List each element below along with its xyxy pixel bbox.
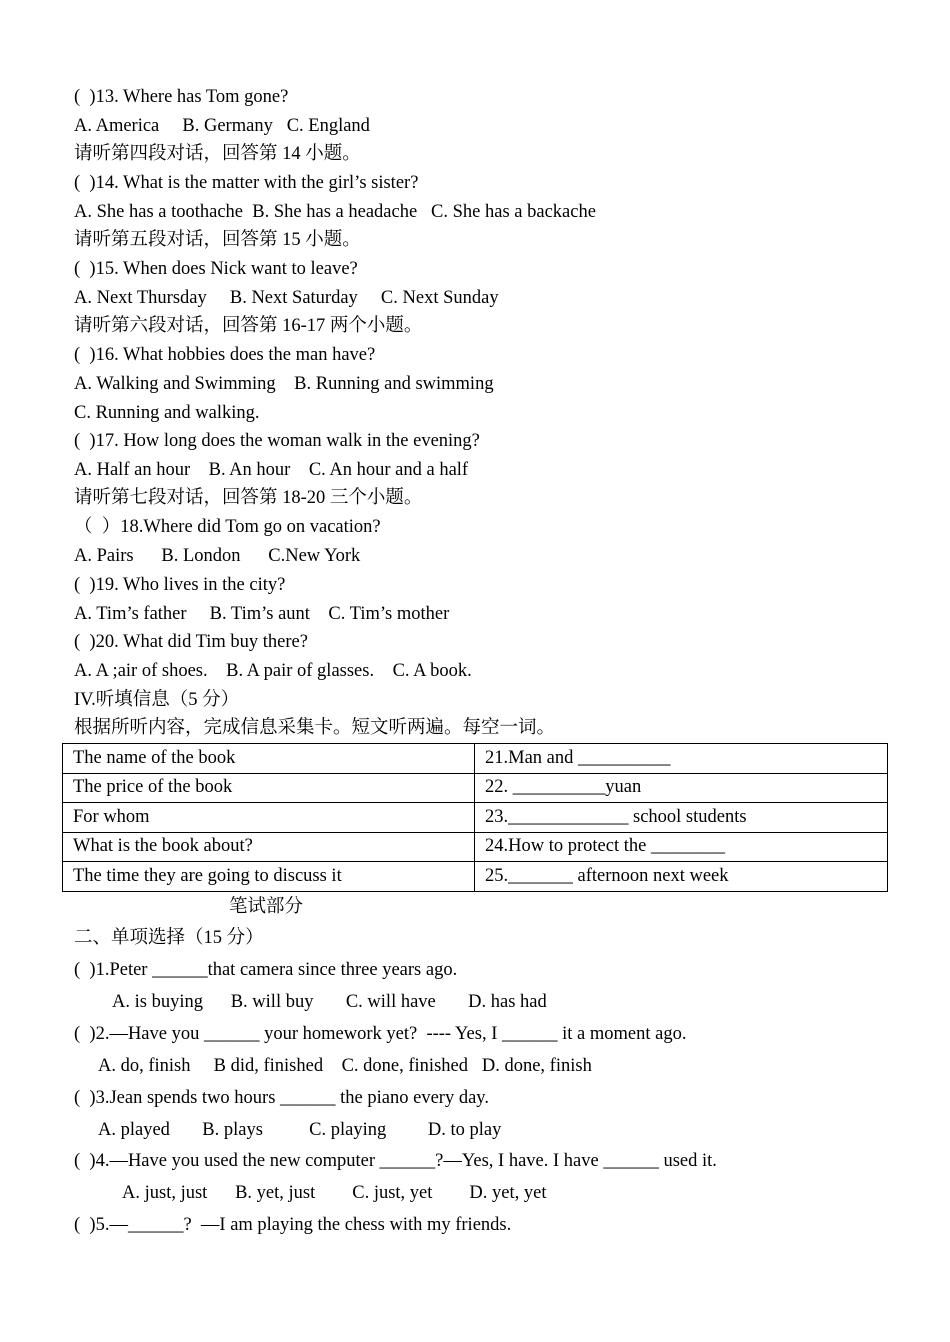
table-row [63,773,888,803]
table-row [63,832,888,862]
section-iv-instruction: 根据所听内容，完成信息采集卡。短文听两遍。每空一词。 [74,718,556,738]
instruction-18-20: 请听第七段对话，回答第 18-20 三个小题。 [74,488,423,508]
table-cell-label: For whom [63,803,475,833]
question-3: ( )3.Jean spends two hours ______ the piano every day. [74,1088,489,1108]
instruction-16-17: 请听第六段对话，回答第 16-17 两个小题。 [74,316,423,336]
question-2: ( )2.—Have you ______ your homework yet? ---- Yes, I ______ it a moment ago. [74,1024,687,1044]
instruction-14: 请听第四段对话，回答第 14 小题。 [74,144,361,164]
question-15: ( )15. When does Nick want to leave? [74,259,358,279]
table-cell-label: The name of the book [63,744,475,774]
question-5: ( )5.—______? —I am playing the chess with my friends. [74,1215,512,1235]
table-cell-blank: 21.Man and __________ [475,744,888,774]
question-16-option-c: C. Running and walking. [74,403,260,423]
question-20: ( )20. What did Tim buy there? [74,632,308,652]
table-row [63,744,888,774]
written-heading: 笔试部分 [229,897,304,917]
table-row [63,862,888,892]
question-1: ( )1.Peter ______that camera since three years ago. [74,960,458,980]
question-16-options-ab: A. Walking and Swimming B. Running and swimming [74,374,494,394]
question-17: ( )17. How long does the woman walk in the evening? [74,431,480,451]
table-cell-blank: 24.How to protect the ________ [475,832,888,862]
question-16: ( )16. What hobbies does the man have? [74,345,376,365]
question-15-options: A. Next Thursday B. Next Saturday C. Next Sunday [74,288,499,308]
section-iv-title: IV.听填信息（5 分） [74,690,240,710]
question-1-options: A. is buying B. will buy C. will have D. has had [112,992,547,1012]
question-13-options: A. America B. Germany C. England [74,116,370,136]
table-row [63,803,888,833]
section-title: 二、单项选择（15 分） [74,928,264,948]
question-18: （ ）18.Where did Tom go on vacation? [74,517,381,537]
question-19-options: A. Tim’s father B. Tim’s aunt C. Tim’s mother [74,604,450,624]
table-cell-label: The time they are going to discuss it [63,862,475,892]
question-20-options: A. A ;air of shoes. B. A pair of glasses. C. A book. [74,661,472,681]
question-17-options: A. Half an hour B. An hour C. An hour and a half [74,460,469,480]
table-cell-blank: 22. __________yuan [475,773,888,803]
table-cell-blank: 25._______ afternoon next week [475,862,888,892]
question-2-options: A. do, finish B did, finished C. done, finished D. done, finish [98,1056,592,1076]
question-14-options: A. She has a toothache B. She has a headache C. She has a backache [74,202,596,222]
question-19: ( )19. Who lives in the city? [74,575,286,595]
table-cell-blank: 23._____________ school students [475,803,888,833]
table-cell-label: What is the book about? [63,832,475,862]
table-cell-label: The price of the book [63,773,475,803]
instruction-15: 请听第五段对话，回答第 15 小题。 [74,230,361,250]
question-3-options: A. played B. plays C. playing D. to play [98,1120,502,1140]
question-14: ( )14. What is the matter with the girl’s sister? [74,173,419,193]
question-4-options: A. just, just B. yet, just C. just, yet D. yet, yet [122,1183,547,1203]
question-4: ( )4.—Have you used the new computer ______?—Yes, I have. I have ______ used it. [74,1151,717,1171]
question-13: ( )13. Where has Tom gone? [74,87,289,107]
info-collection-table [62,743,888,892]
question-18-options: A. Pairs B. London C.New York [74,546,361,566]
